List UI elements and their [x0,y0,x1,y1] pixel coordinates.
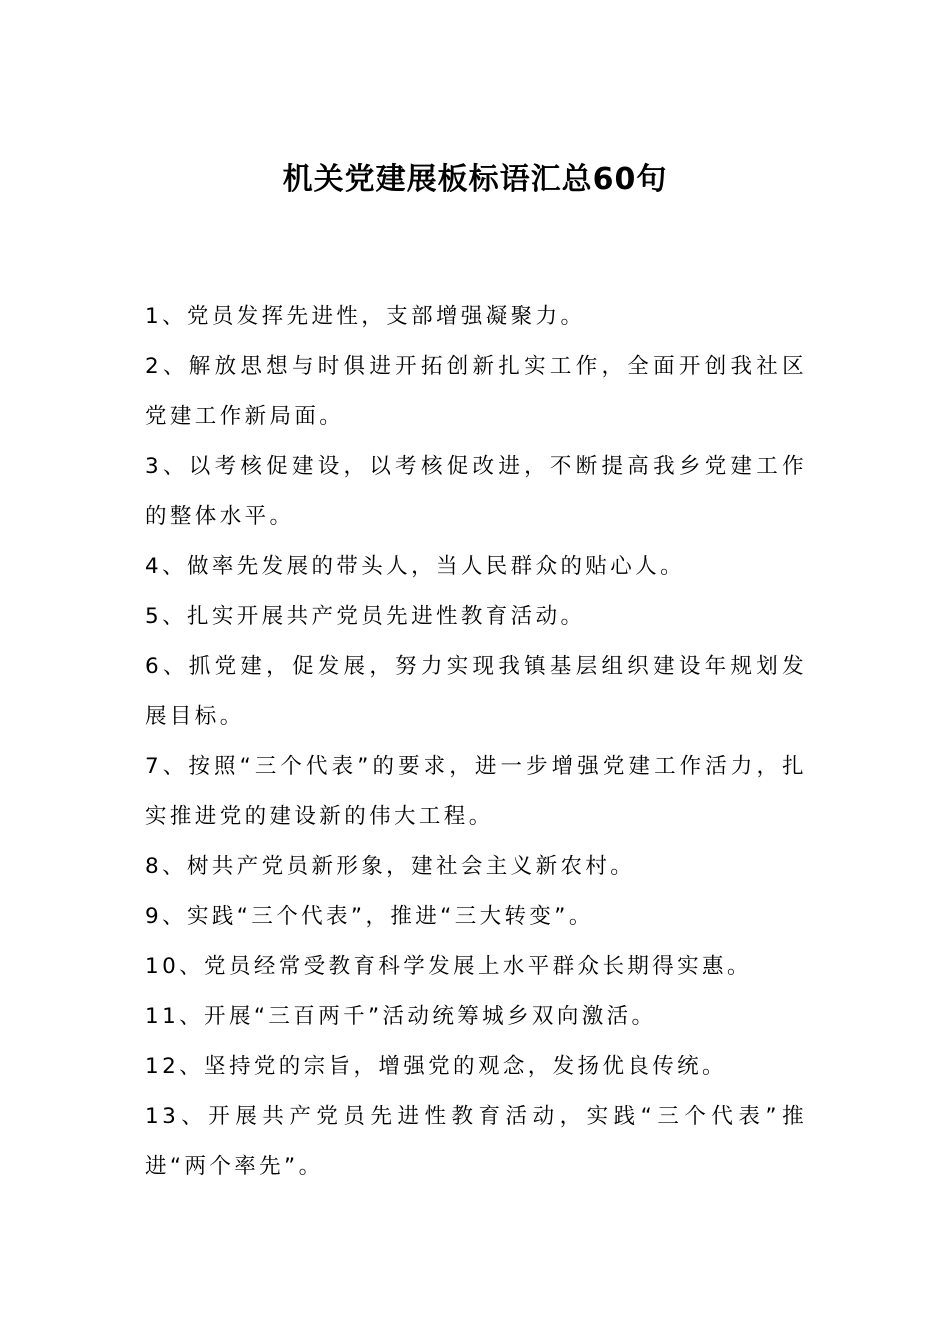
list-item: 11、开展“三百两千”活动统筹城乡双向激活。 [145,1004,657,1029]
list-item: 4、做率先发展的带头人，当人民群众的贴心人。 [145,554,685,579]
list-item: 3、以考核促建设，以考核促改进，不断提高我乡党建工作的整体水平。 [145,454,807,529]
list-item: 1、党员发挥先进性，支部增强凝聚力。 [145,304,586,329]
list-item: 7、按照“三个代表”的要求，进一步增强党建工作活力，扎实推进党的建设新的伟大工程。 [145,754,807,829]
list-item: 13、开展共产党员先进性教育活动，实践“三个代表”推进“两个率先”。 [145,1104,807,1179]
list-item: 2、解放思想与时俱进开拓创新扎实工作，全面开创我社区党建工作新局面。 [145,354,807,429]
list-item: 8、树共产党员新形象，建社会主义新农村。 [145,854,636,879]
list-item: 9、实践“三个代表”，推进“三大转变”。 [145,904,594,929]
list-item: 5、扎实开展共产党员先进性教育活动。 [145,604,586,629]
document-title: 机关党建展板标语汇总60句 [282,162,668,197]
list-item: 10、党员经常受教育科学发展上水平群众长期得实惠。 [145,954,752,979]
list-item: 12、坚持党的宗旨，增强党的观念，发扬优良传统。 [145,1054,727,1079]
slogan-list [145,292,807,1192]
list-item: 6、抓党建，促发展，努力实现我镇基层组织建设年规划发展目标。 [145,654,807,729]
